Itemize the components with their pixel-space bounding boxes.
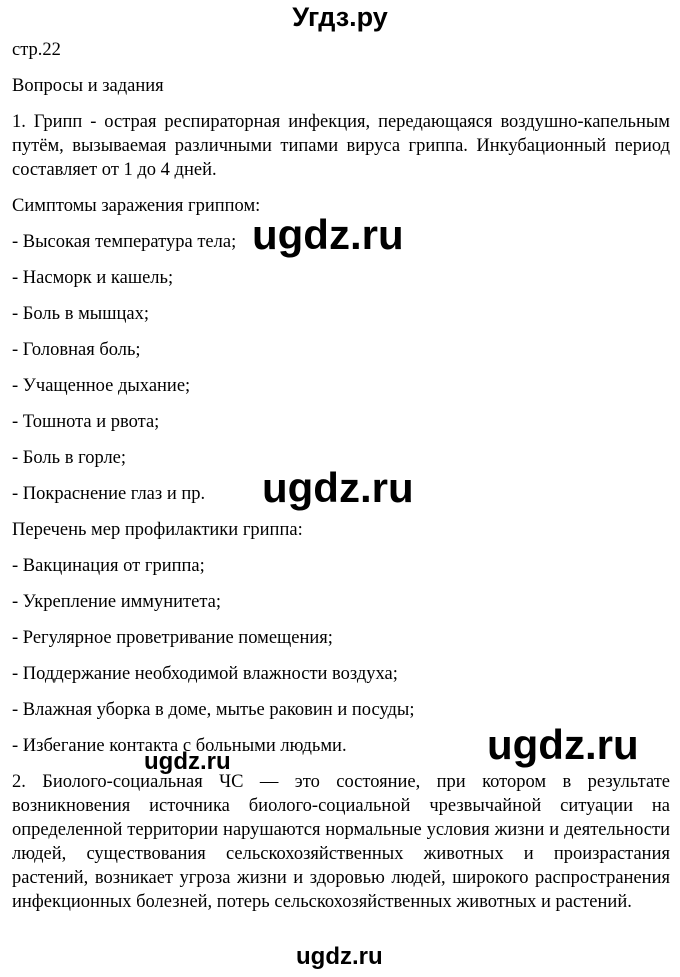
watermark: ugdz.ru [252,211,404,258]
answer-2-text: 2. Биолого-социальная ЧС — это состояние, при котором в результате возникновения источника биолого-социальной чрезвычайной ситуации на определенной территории нарушаются нормальные условия жизни и деятельности людей, существования сельскохозяйственных животных и произрастания растений, возникает угроза жизни и здоровью людей, широкого распространения инфекционных болезней, потерь сельскохозяйственных животных и растений. [12,772,670,912]
watermark: ugdz.ru [262,464,414,511]
symptom-item: - Покраснение глаз и пр. [12,484,206,504]
section-title: Вопросы и задания [12,76,164,96]
prevention-item: - Регулярное проветривание помещения; [12,628,333,648]
symptoms-heading: Симптомы заражения гриппом: [12,196,261,216]
site-title: Угдз.ру [292,2,388,32]
answer-1-text: 1. Грипп - острая респираторная инфекция, передающаяся воздушно-капельным путём, вызываемая различными типами вируса гриппа. Инкубационный период составляет от 1 до 4 дней. [12,112,670,180]
prevention-item: - Укрепление иммунитета; [12,592,222,612]
watermark: ugdz.ru [487,721,639,768]
symptom-item: - Головная боль; [12,340,141,360]
symptom-item: - Учащенное дыхание; [12,376,191,396]
prevention-item: - Поддержание необходимой влажности воздуха; [12,664,398,684]
page-reference: стр.22 [12,40,61,60]
prevention-heading: Перечень мер профилактики гриппа: [12,520,303,540]
symptom-item: - Насморк и кашель; [12,268,174,288]
symptom-item: - Тошнота и рвота; [12,412,160,432]
watermark: ugdz.ru [144,748,231,775]
prevention-item: - Избегание контакта с больными людьми. [12,736,347,756]
prevention-item: - Вакцинация от гриппа; [12,556,205,576]
symptom-item: - Высокая температура тела; [12,232,237,252]
prevention-item: - Влажная уборка в доме, мытье раковин и посуды; [12,700,415,720]
watermark: ugdz.ru [296,943,383,970]
symptom-item: - Боль в горле; [12,448,127,468]
symptom-item: - Боль в мышцах; [12,304,149,324]
